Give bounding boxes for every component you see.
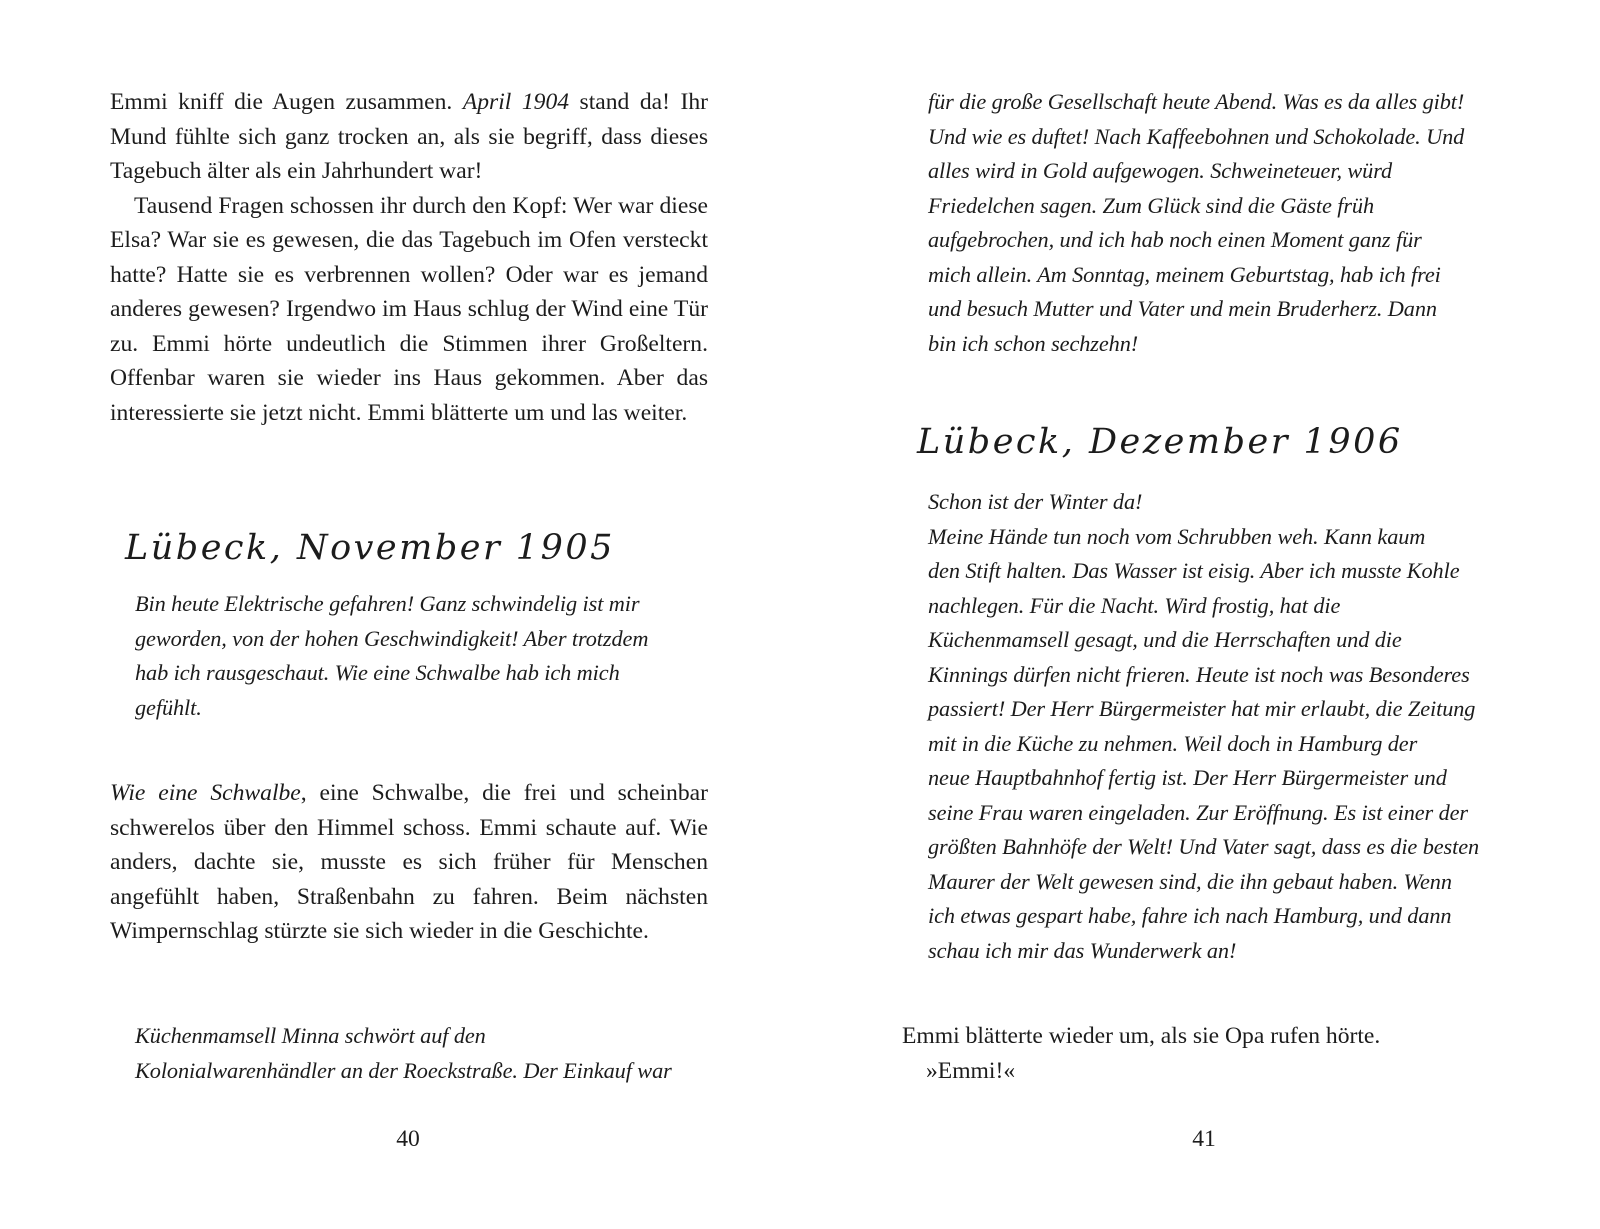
paragraph-1-date-emphasis: April 1904 [462, 89, 570, 115]
right-closing-prose [902, 1019, 1502, 1088]
diary-line: Bin heute Elektrische gefahren! Ganz schwindelig ist mir [135, 591, 640, 616]
right-page [800, 0, 1600, 1229]
diary-entry-dezember-1906 [928, 485, 1479, 968]
page-number-left: 40 [396, 1126, 420, 1152]
diary-line: Schon ist der Winter da! [928, 489, 1143, 514]
diary-line: alles wird in Gold aufgewogen. Schweineteuer, würd [928, 158, 1393, 183]
diary-line: ich etwas gespart habe, fahre ich nach Hamburg, und dann [928, 903, 1452, 928]
diary-line: nachlegen. Für die Nacht. Wird frostig, hat die [928, 592, 1341, 618]
paragraph-1-text-b: stand da! Ihr Mund fühlte sich ganz trocken an, als sie begriff, dass dieses Tagebuch älter als ein Jahrhundert war! [110, 89, 708, 184]
diary-line: bin ich schon sechzehn! [928, 330, 1139, 356]
diary-entry-november-1905 [135, 587, 648, 725]
diary-line: geworden, von der hohen Geschwindigkeit! Aber trotzdem [135, 625, 649, 651]
diary-line: Meine Hände tun noch vom Schrubben weh. Kann kaum [928, 523, 1426, 549]
diary-line: Küchenmamsell Minna schwört auf den [135, 1023, 486, 1048]
diary-line: seine Frau waren eingeladen. Zur Eröffnung. Es ist einer der [928, 799, 1469, 825]
diary-line: schau ich mir das Wunderwerk an! [928, 937, 1237, 963]
paragraph-1 [110, 85, 708, 189]
diary-line: Maurer der Welt gewesen sind, die ihn gebaut haben. Wenn [928, 868, 1452, 894]
diary-entry-continued [928, 85, 1464, 361]
diary-heading-dezember-1906: Lübeck, Dezember 1906 [917, 422, 1403, 462]
paragraph-end: Emmi blätterte wieder um, als sie Opa rufen hörte. [902, 1023, 1381, 1049]
diary-line: Kinnings dürfen nicht frieren. Heute ist noch was Besonderes [928, 661, 1470, 687]
diary-line: mit in die Küche zu nehmen. Weil doch in Hamburg der [928, 730, 1418, 756]
diary-line: Küchenmamsell gesagt, und die Herrschaften und die [928, 627, 1402, 652]
paragraph-1-text-a: Emmi kniff die Augen zusammen. [110, 89, 463, 115]
diary-entry-bottom [135, 1019, 672, 1088]
paragraph-3-emphasis: Wie eine Schwalbe [110, 780, 301, 806]
diary-line: Kolonialwarenhändler an der Roeckstraße. Der Einkauf war [135, 1057, 672, 1083]
diary-line: Friedelchen sagen. Zum Glück sind die Gäste früh [928, 192, 1375, 218]
left-opening-prose [110, 85, 708, 430]
left-middle-prose [110, 776, 708, 949]
diary-line: und besuch Mutter und Vater und mein Bruderherz. Dann [928, 296, 1437, 321]
diary-line: hab ich rausgeschaut. Wie eine Schwalbe hab ich mich [135, 660, 620, 685]
diary-line: Und wie es duftet! Nach Kaffeebohnen und Schokolade. Und [928, 123, 1465, 149]
paragraph-shout: »Emmi!« [926, 1057, 1016, 1084]
page-number-right: 41 [1192, 1126, 1216, 1152]
diary-line: größten Bahnhöfe der Welt! Und Vater sagt, dass es die besten [928, 834, 1480, 859]
paragraph-3-text: , eine Schwalbe, die frei und scheinbar schwerelos über den Himmel schoss. Emmi schaute auf. Wie anders, dachte sie, musste es sich früher für Menschen angefühlt haben, Straßenbahn zu fahren. Beim nächsten Wimpernschlag stürzte sie sich wieder in die Geschichte. [110, 780, 708, 944]
diary-line: gefühlt. [135, 694, 202, 720]
diary-heading-november-1905: Lübeck, November 1905 [125, 528, 615, 568]
diary-line: mich allein. Am Sonntag, meinem Geburtstag, hab ich frei [928, 261, 1441, 287]
diary-line: für die große Gesellschaft heute Abend. Was es da alles gibt! [928, 89, 1465, 114]
paragraph-3 [110, 776, 708, 949]
diary-line: passiert! Der Herr Bürgermeister hat mir erlaubt, die Zeitung [928, 696, 1476, 721]
paragraph-2: Tausend Fragen schossen ihr durch den Kopf: Wer war diese Elsa? War sie es gewesen, die das Tagebuch im Ofen versteckt hatte? Hatte sie es verbrennen wollen? Oder war es jemand anderes gewesen? Irgendwo im Haus schlug der Wind eine Tür zu. Emmi hörte undeutlich die Stimmen ihrer Großeltern. Offenbar waren sie wieder ins Haus gekommen. Aber das interessierte sie jetzt nicht. Emmi blätterte um und las weiter. [110, 192, 708, 426]
diary-line: neue Hauptbahnhof fertig ist. Der Herr Bürgermeister und [928, 765, 1447, 790]
diary-line: aufgebrochen, und ich hab noch einen Moment ganz für [928, 227, 1422, 252]
diary-line: den Stift halten. Das Wasser ist eisig. Aber ich musste Kohle [928, 558, 1460, 583]
